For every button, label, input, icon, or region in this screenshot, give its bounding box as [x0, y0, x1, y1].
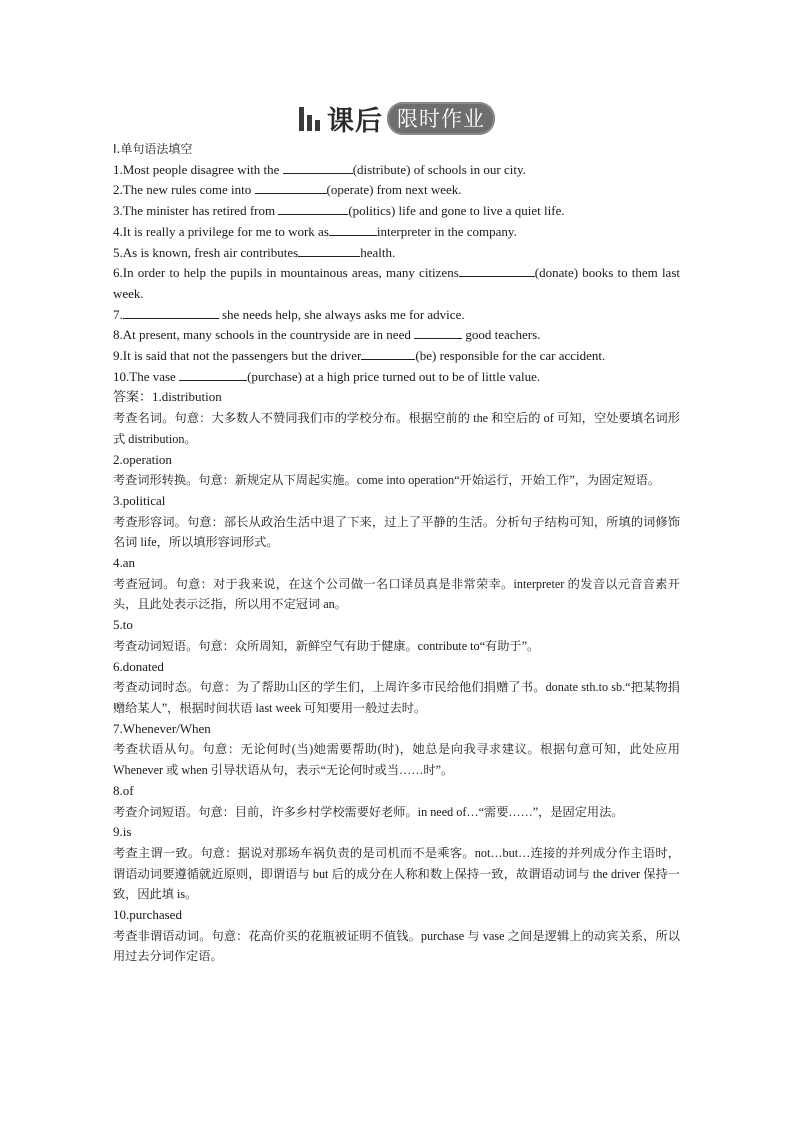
answer-4: 4.an	[113, 555, 136, 571]
explanation-1: 考查名词。句意：大多数人不赞同我们市的学校分布。根据空前的 the 和空后的 of 可知，空处要填名词形式 distribution。	[113, 411, 680, 446]
question-5: 5.As is known, fresh air contributes health.	[113, 244, 396, 260]
explanation-9: 考查主谓一致。句意：据说对那场车祸负责的是司机而不是乘客。not…but…连接的并列成分作主语时，谓语动词要遵循就近原则，即谓语与 but 后的成分在人称和数上保持一致，故谓语动词与 the driver 保持一致，因此填 is。	[113, 845, 680, 902]
answer-blank	[123, 306, 219, 319]
answers-label: 答案：	[113, 389, 153, 405]
answer-5: 5.to	[113, 617, 133, 633]
document-body	[113, 139, 680, 967]
answer-10: 10.purchased	[113, 907, 182, 923]
answer-3: 3.political	[113, 492, 166, 508]
page-header	[0, 100, 794, 136]
explanation-4: 考查冠词。句意：对于我来说，在这个公司做一名口译员真是非常荣幸。interpreter 的发音以元音音素开头，且此处表示泛指，所以用不定冠词 an。	[113, 576, 680, 612]
explanation-7: 考查状语从句。句意：无论何时(当)她需要帮助(时)，她总是向我寻求建议。根据句意可知，此处应用 Whenever 或 when 引导状语从句，表示“无论何时或当……时”。	[113, 742, 680, 778]
question-6: 6.In order to help the pupils in mountainous areas, many citizens (donate) books to them last week.	[113, 265, 681, 301]
answer-2: 2.operation	[113, 451, 172, 467]
question-2: 2.The new rules come into (operate) from next week.	[113, 182, 462, 198]
answer-blank	[298, 244, 360, 257]
question-3: 3.The minister has retired from (politics) life and gone to live a quiet life.	[113, 203, 565, 219]
answer-blank	[179, 368, 247, 381]
answer-blank	[361, 347, 415, 360]
question-9: 9.It is said that not the passengers but the driver (be) responsible for the car accident.	[113, 348, 606, 364]
explanation-2: 考查词形转换。句意：新规定从下周起实施。come into operation“开始运行，开始工作”，为固定短语。	[113, 473, 661, 488]
answer-blank	[459, 264, 535, 277]
header-badge: 限时作业	[387, 102, 495, 135]
bar-chart-icon	[299, 105, 320, 131]
explanation-6: 考查动词时态。句意：为了帮助山区的学生们，上周许多市民给他们捐赠了书。donate sth.to sb.“把某物捐赠给某人”，根据时间状语 last week 可知要用一般过去时。	[113, 680, 680, 715]
answer-blank	[414, 326, 462, 339]
section-title: Ⅰ.单句语法填空	[113, 142, 193, 156]
answer-blank	[255, 181, 327, 194]
answer-7: 7.Whenever/When	[113, 720, 211, 736]
explanation-8: 考查介词短语。句意：目前，许多乡村学校需要好老师。in need of…“需要……”，是固定用法。	[113, 804, 624, 819]
answer-9: 9.is	[113, 824, 132, 840]
answer-1: 答案：1.distribution	[113, 389, 222, 405]
answer-blank	[278, 202, 348, 215]
question-10: 10.The vase (purchase) at a high price turned out to be of little value.	[113, 368, 541, 384]
explanation-3: 考查形容词。句意：部长从政治生活中退了下来，过上了平静的生活。分析句子结构可知，所填的词修饰名词 life，所以填形容词形式。	[113, 514, 680, 550]
question-7: 7. she needs help, she always asks me for advice.	[113, 306, 465, 322]
question-4: 4.It is really a privilege for me to work as interpreter in the company.	[113, 223, 517, 239]
explanation-10: 考查非谓语动词。句意：花高价买的花瓶被证明不值钱。purchase 与 vase 之间是逻辑上的动宾关系，所以用过去分词作定语。	[113, 928, 680, 964]
answer-6: 6.donated	[113, 658, 164, 674]
answer-8: 8.of	[113, 782, 134, 798]
question-8: 8.At present, many schools in the countryside are in need good teachers.	[113, 327, 541, 343]
answer-blank	[329, 223, 377, 236]
question-1: 1.Most people disagree with the (distribute) of schools in our city.	[113, 161, 526, 177]
explanation-5: 考查动词短语。句意：众所周知，新鲜空气有助于健康。contribute to“有助于”。	[113, 638, 540, 653]
answer-blank	[283, 161, 353, 174]
header-title: 课后	[327, 105, 383, 137]
